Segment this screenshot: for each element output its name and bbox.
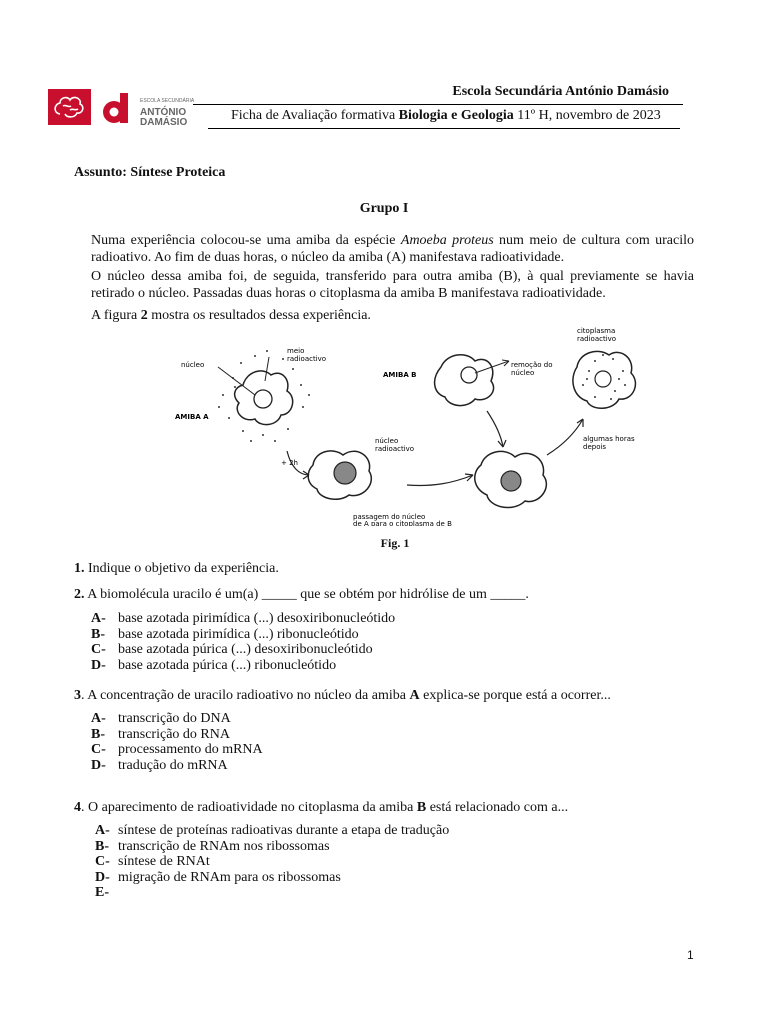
amoeba-a-nucleus	[254, 390, 272, 408]
label-cito-1: citoplasma	[577, 327, 616, 335]
option-q4-d[interactable]: D- migração de RNAm para os ribossomas	[95, 869, 341, 885]
amoeba-b-new-nucleus	[501, 471, 521, 491]
group-title: Grupo I	[359, 201, 409, 216]
brain-icon	[48, 89, 91, 125]
option-q2-c[interactable]: C- base azotada púrica (...) desoxiribonucleótido	[91, 642, 373, 658]
school-logo-emblem	[48, 89, 91, 125]
option-q2-b[interactable]: B- base azotada pirimídica (...) ribonucleótido	[91, 626, 359, 642]
options-question-3	[91, 711, 263, 773]
option-q3-d[interactable]: D- tradução do mRNA	[91, 757, 228, 773]
page-number: 1	[687, 948, 694, 962]
amoeba-a-medium	[218, 350, 310, 442]
label-horas-2: depois	[583, 443, 607, 451]
label-nuc-rad-1: núcleo	[375, 437, 399, 445]
radioactive-nucleus	[334, 462, 356, 484]
label-amiba-b: AMIBA B	[383, 371, 417, 379]
option-q3-b[interactable]: B- transcrição do RNA	[91, 726, 230, 742]
subject-title: Assunto: Síntese Proteica	[74, 165, 226, 180]
school-name: Escola Secundária António Damásio	[452, 84, 669, 99]
ficha-title: Ficha de Avaliação formativa Biologia e Geologia 11º H, novembro de 2023	[231, 108, 661, 123]
label-meio-1: meio	[287, 347, 305, 355]
option-q2-d[interactable]: D- base azotada púrica (...) ribonucleótido	[91, 657, 337, 673]
label-nucleo: núcleo	[181, 361, 205, 369]
label-meio-2: radioactivo	[287, 355, 327, 363]
amoeba-a	[235, 371, 293, 425]
amoeba-b-final	[573, 351, 636, 408]
question-1: 1. Indique o objetivo da experiência.	[74, 561, 279, 576]
intro-paragraph-3: A figura 2 mostra os resultados dessa experiência.	[91, 308, 371, 323]
amoeba-b-nucleus	[461, 367, 477, 383]
intro-paragraph-2: O núcleo dessa amiba foi, de seguida, transferido para outra amiba (B), à qual previamente se havia retirado o núcleo. Passadas duas horas o citoplasma da amiba B manifestava radioatividade.	[91, 269, 694, 301]
label-passagem-1: passagem do núcleo	[353, 513, 426, 521]
cytoplasm-dots	[582, 354, 626, 400]
option-q4-c[interactable]: C- síntese de RNAt	[95, 854, 210, 870]
option-q3-a[interactable]: A- transcrição do DNA	[91, 711, 231, 726]
option-q2-a[interactable]: A- base azotada pirimídica (...) desoxiribonucleótido	[91, 611, 396, 626]
label-cito-2: radioactivo	[577, 335, 617, 343]
options-question-2	[91, 611, 395, 673]
header-rule-top	[193, 104, 683, 105]
amoeba-b	[435, 355, 494, 406]
intro-paragraph-1: Numa experiência colocou-se uma amiba da espécie Amoeba proteus num meio de cultura com uracilo radioativo. Ao fim de duas horas, o núcleo da amiba (A) manifestava radioatividade.	[91, 233, 694, 265]
header-rule-bottom	[208, 128, 680, 129]
label-plus2h: + 2h	[281, 459, 298, 467]
options-question-4	[95, 823, 449, 901]
question-2: 2. A biomolécula uracilo é um(a) _____ que se obtém por hidrólise de um _____.	[74, 587, 529, 602]
label-horas-1: algumas horas	[583, 435, 635, 443]
label-passagem-2: de A para o citoplasma de B	[353, 520, 452, 526]
question-4: 4. O aparecimento de radioatividade no citoplasma da amiba B está relacionado com a...	[74, 800, 569, 815]
label-remocao-1: remoção do	[511, 361, 553, 369]
label-remocao-2: núcleo	[511, 369, 535, 377]
option-q4-b[interactable]: B- transcrição de RNAm nos ribossomas	[95, 838, 330, 854]
figure-caption: Fig. 1	[380, 536, 410, 550]
label-nuc-rad-2: radioactivo	[375, 445, 415, 453]
school-logo-text: ESCOLA SECUNDÁRIA ANTÓNIO DAMÁSIO	[140, 98, 195, 128]
option-q3-c[interactable]: C- processamento do mRNA	[91, 742, 263, 758]
school-logo-d	[98, 89, 136, 127]
option-q4-a[interactable]: A- síntese de proteínas radioativas durante a etapa de tradução	[95, 823, 450, 838]
experiment-figure	[163, 323, 650, 526]
option-q4-e[interactable]: E-	[95, 885, 109, 901]
label-amiba-a: AMIBA A	[175, 413, 209, 421]
question-3: 3. A concentração de uracilo radioativo no núcleo da amiba A explica-se porque está a ocorrer...	[74, 688, 611, 703]
amoeba-b-final-nucleus	[595, 371, 611, 387]
